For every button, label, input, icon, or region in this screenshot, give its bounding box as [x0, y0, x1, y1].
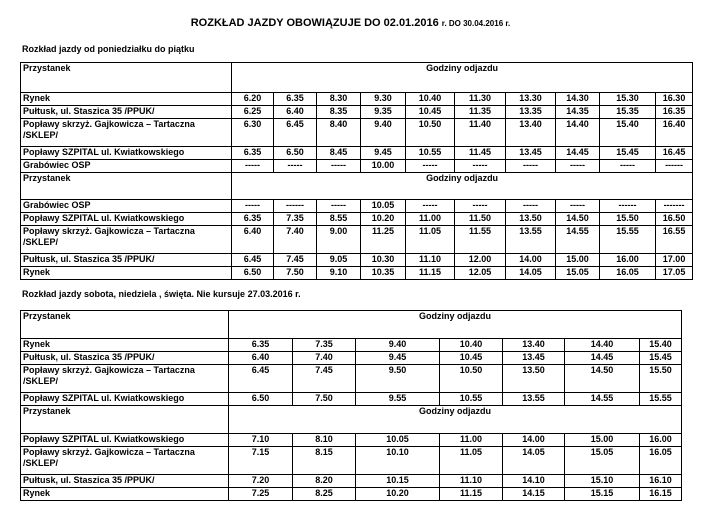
departure-time: 14.30 — [556, 93, 600, 106]
departure-time: 6.25 — [232, 106, 274, 119]
departure-time: ----- — [232, 160, 274, 173]
departure-time: 11.00 — [406, 213, 455, 226]
departure-time: 10.55 — [440, 393, 503, 406]
stop-name: Rynek — [21, 267, 232, 280]
departure-time: 11.40 — [455, 119, 506, 147]
outbound-row — [21, 339, 682, 352]
departure-time: ----- — [232, 200, 274, 213]
stop-name: Popławy SZPITAL ul. Kwiatkowskiego — [21, 147, 232, 160]
departure-time: 14.05 — [503, 447, 565, 475]
departure-time: 15.30 — [600, 93, 656, 106]
departure-time: 9.40 — [356, 339, 440, 352]
departure-time: 8.25 — [293, 488, 356, 501]
column-header-times: Godziny odjazdu — [229, 406, 682, 434]
departure-time: 10.05 — [356, 434, 440, 447]
departure-time: 14.15 — [503, 488, 565, 501]
outbound-header-row — [21, 63, 693, 93]
departure-time: 7.25 — [229, 488, 293, 501]
departure-time: 15.15 — [565, 488, 640, 501]
departure-time: ----- — [506, 160, 556, 173]
departure-time: ----- — [556, 200, 600, 213]
inbound-header-row — [21, 406, 682, 434]
departure-time: ----- — [317, 200, 361, 213]
weekday-caption: Rozkład jazdy od poniedziałku do piątku — [22, 44, 195, 54]
departure-time: 11.50 — [455, 213, 506, 226]
outbound-row — [21, 365, 682, 393]
departure-time: 15.45 — [600, 147, 656, 160]
departure-time: 14.55 — [556, 226, 600, 254]
departure-time: 11.15 — [406, 267, 455, 280]
departure-time: 6.30 — [232, 119, 274, 147]
departure-time: 16.55 — [656, 226, 693, 254]
inbound-row — [21, 475, 682, 488]
departure-time: 6.35 — [232, 147, 274, 160]
departure-time: 15.05 — [565, 447, 640, 475]
departure-time: 8.35 — [317, 106, 361, 119]
departure-time: 15.05 — [556, 267, 600, 280]
departure-time: 15.10 — [565, 475, 640, 488]
inbound-row — [21, 226, 693, 254]
departure-time: 9.50 — [356, 365, 440, 393]
stop-name: Rynek — [21, 488, 229, 501]
departure-time: 10.20 — [361, 213, 406, 226]
departure-time: 7.40 — [293, 352, 356, 365]
departure-time: 12.00 — [455, 254, 506, 267]
stop-name: Popławy skrzyż. Gajkowicza – Tartaczna /SKLEP/ — [21, 226, 232, 254]
departure-time: 9.05 — [317, 254, 361, 267]
departure-time: 12.05 — [455, 267, 506, 280]
departure-time: 14.50 — [565, 365, 640, 393]
column-header-stop: Przystanek — [21, 63, 232, 93]
departure-time: 10.50 — [440, 365, 503, 393]
departure-time: 7.35 — [293, 339, 356, 352]
title-main: ROZKŁAD JAZDY OBOWIĄZUJE DO 02.01.2016 — [190, 17, 439, 29]
stop-name: Grabówiec OSP — [21, 160, 232, 173]
column-header-times: Godziny odjazdu — [229, 311, 682, 339]
outbound-row — [21, 106, 693, 119]
stop-name: Pułtusk, ul. Staszica 35 /PPUK/ — [21, 254, 232, 267]
departure-time: 11.45 — [455, 147, 506, 160]
departure-time: 10.00 — [361, 160, 406, 173]
departure-time: 14.45 — [556, 147, 600, 160]
departure-time: 15.50 — [600, 213, 656, 226]
departure-time: 13.50 — [506, 213, 556, 226]
inbound-row — [21, 488, 682, 501]
departure-time: 8.55 — [317, 213, 361, 226]
departure-time: 15.00 — [565, 434, 640, 447]
departure-time: 10.15 — [356, 475, 440, 488]
stop-name: Popławy skrzyż. Gajkowicza – Tartaczna /SKLEP/ — [21, 365, 229, 393]
departure-time: 15.35 — [600, 106, 656, 119]
departure-time: ------ — [600, 200, 656, 213]
departure-time: 6.45 — [232, 254, 274, 267]
title-tail: r. DO 30.04.2016 r. — [441, 19, 511, 28]
outbound-row — [21, 160, 693, 173]
departure-time: ----- — [317, 160, 361, 173]
departure-time: 10.45 — [440, 352, 503, 365]
departure-time: 11.55 — [455, 226, 506, 254]
departure-time: 14.00 — [503, 434, 565, 447]
departure-time: 14.40 — [565, 339, 640, 352]
departure-time: 6.45 — [229, 365, 293, 393]
departure-time: ----- — [506, 200, 556, 213]
departure-time: 14.00 — [506, 254, 556, 267]
departure-time: 14.35 — [556, 106, 600, 119]
departure-time: ----- — [455, 160, 506, 173]
departure-time: 14.40 — [556, 119, 600, 147]
departure-time: 6.40 — [232, 226, 274, 254]
inbound-row — [21, 434, 682, 447]
departure-time: 6.50 — [274, 147, 317, 160]
departure-time: 13.40 — [503, 339, 565, 352]
departure-time: 6.40 — [229, 352, 293, 365]
column-header-times: Godziny odjazdu — [232, 173, 693, 200]
departure-time: 11.10 — [440, 475, 503, 488]
departure-time: 14.55 — [565, 393, 640, 406]
outbound-row — [21, 93, 693, 106]
departure-time: 16.05 — [600, 267, 656, 280]
departure-time: 10.30 — [361, 254, 406, 267]
departure-time: 7.40 — [274, 226, 317, 254]
column-header-times: Godziny odjazdu — [232, 63, 693, 93]
departure-time: 10.10 — [356, 447, 440, 475]
departure-time: 15.55 — [600, 226, 656, 254]
departure-time: 14.45 — [565, 352, 640, 365]
departure-time: 7.20 — [229, 475, 293, 488]
weekday-timetable — [20, 62, 693, 280]
departure-time: 7.45 — [274, 254, 317, 267]
stop-name: Popławy skrzyż. Gajkowicza – Tartaczna /SKLEP/ — [21, 119, 232, 147]
stop-name: Popławy SZPITAL ul. Kwiatkowskiego — [21, 434, 229, 447]
departure-time: 14.10 — [503, 475, 565, 488]
departure-time: 8.15 — [293, 447, 356, 475]
departure-time: 11.25 — [361, 226, 406, 254]
departure-time: 7.10 — [229, 434, 293, 447]
departure-time: 16.15 — [640, 488, 682, 501]
departure-time: 15.40 — [640, 339, 682, 352]
inbound-row — [21, 254, 693, 267]
outbound-row — [21, 147, 693, 160]
departure-time: 9.45 — [361, 147, 406, 160]
departure-time: 9.10 — [317, 267, 361, 280]
departure-time: 16.05 — [640, 447, 682, 475]
departure-time: ----- — [600, 160, 656, 173]
departure-time: 13.45 — [503, 352, 565, 365]
departure-time: 15.50 — [640, 365, 682, 393]
departure-time: ------ — [274, 200, 317, 213]
departure-time: 10.55 — [406, 147, 455, 160]
departure-time: 15.40 — [600, 119, 656, 147]
departure-time: 9.00 — [317, 226, 361, 254]
departure-time: 15.45 — [640, 352, 682, 365]
departure-time: 7.50 — [274, 267, 317, 280]
departure-time: 10.20 — [356, 488, 440, 501]
column-header-stop: Przystanek — [21, 311, 229, 339]
stop-name: Grabówiec OSP — [21, 200, 232, 213]
departure-time: 6.50 — [229, 393, 293, 406]
departure-time: ----- — [406, 160, 455, 173]
departure-time: 11.10 — [406, 254, 455, 267]
page-title — [0, 17, 701, 29]
departure-time: ------ — [656, 160, 693, 173]
departure-time: 7.45 — [293, 365, 356, 393]
departure-time: 16.40 — [656, 119, 693, 147]
departure-time: 13.35 — [506, 106, 556, 119]
departure-time: 11.15 — [440, 488, 503, 501]
stop-name: Pułtusk, ul. Staszica 35 /PPUK/ — [21, 475, 229, 488]
departure-time: 14.50 — [556, 213, 600, 226]
inbound-row — [21, 200, 693, 213]
weekend-caption: Rozkład jazdy sobota, niedziela , święta. Nie kursuje 27.03.2016 r. — [22, 289, 301, 299]
inbound-header-row — [21, 173, 693, 200]
departure-time: 11.35 — [455, 106, 506, 119]
departure-time: 16.45 — [656, 147, 693, 160]
departure-time: 6.45 — [274, 119, 317, 147]
inbound-row — [21, 213, 693, 226]
departure-time: ----- — [406, 200, 455, 213]
departure-time: 9.30 — [361, 93, 406, 106]
inbound-row — [21, 447, 682, 475]
departure-time: 17.00 — [656, 254, 693, 267]
outbound-row — [21, 352, 682, 365]
departure-time: 6.20 — [232, 93, 274, 106]
departure-time: 11.05 — [406, 226, 455, 254]
departure-time: 7.15 — [229, 447, 293, 475]
stop-name: Popławy skrzyż. Gajkowicza – Tartaczna /SKLEP/ — [21, 447, 229, 475]
inbound-row — [21, 267, 693, 280]
departure-time: 10.45 — [406, 106, 455, 119]
stop-name: Pułtusk, ul. Staszica 35 /PPUK/ — [21, 106, 232, 119]
departure-time: 16.00 — [640, 434, 682, 447]
departure-time: 10.05 — [361, 200, 406, 213]
departure-time: 6.35 — [229, 339, 293, 352]
departure-time: 10.40 — [406, 93, 455, 106]
stop-name: Pułtusk, ul. Staszica 35 /PPUK/ — [21, 352, 229, 365]
stop-name: Rynek — [21, 339, 229, 352]
departure-time: 11.30 — [455, 93, 506, 106]
weekend-timetable — [20, 310, 682, 501]
departure-time: 9.35 — [361, 106, 406, 119]
departure-time: 8.45 — [317, 147, 361, 160]
departure-time: 15.55 — [640, 393, 682, 406]
departure-time: 16.10 — [640, 475, 682, 488]
departure-time: 6.40 — [274, 106, 317, 119]
stop-name: Popławy SZPITAL ul. Kwiatkowskiego — [21, 393, 229, 406]
departure-time: 10.35 — [361, 267, 406, 280]
departure-time: ----- — [274, 160, 317, 173]
outbound-row — [21, 393, 682, 406]
departure-time: 13.50 — [503, 365, 565, 393]
departure-time: ----- — [455, 200, 506, 213]
departure-time: ------- — [656, 200, 693, 213]
outbound-header-row — [21, 311, 682, 339]
departure-time: 10.50 — [406, 119, 455, 147]
departure-time: 13.55 — [506, 226, 556, 254]
departure-time: 16.35 — [656, 106, 693, 119]
departure-time: 13.55 — [503, 393, 565, 406]
departure-time: 9.55 — [356, 393, 440, 406]
departure-time: 16.50 — [656, 213, 693, 226]
departure-time: 13.45 — [506, 147, 556, 160]
departure-time: 8.20 — [293, 475, 356, 488]
departure-time: 13.40 — [506, 119, 556, 147]
departure-time: 8.40 — [317, 119, 361, 147]
departure-time: 14.05 — [506, 267, 556, 280]
departure-time: 10.40 — [440, 339, 503, 352]
departure-time: 11.00 — [440, 434, 503, 447]
column-header-stop: Przystanek — [21, 406, 229, 434]
column-header-stop: Przystanek — [21, 173, 232, 200]
departure-time: 6.50 — [232, 267, 274, 280]
departure-time: 9.40 — [361, 119, 406, 147]
departure-time: 17.05 — [656, 267, 693, 280]
departure-time: 16.30 — [656, 93, 693, 106]
departure-time: 6.35 — [232, 213, 274, 226]
departure-time: 7.50 — [293, 393, 356, 406]
departure-time: 9.45 — [356, 352, 440, 365]
departure-time: 8.30 — [317, 93, 361, 106]
stop-name: Popławy SZPITAL ul. Kwiatkowskiego — [21, 213, 232, 226]
departure-time: 16.00 — [600, 254, 656, 267]
departure-time: 6.35 — [274, 93, 317, 106]
departure-time: 11.05 — [440, 447, 503, 475]
stop-name: Rynek — [21, 93, 232, 106]
departure-time: 13.30 — [506, 93, 556, 106]
departure-time: 7.35 — [274, 213, 317, 226]
departure-time: 8.10 — [293, 434, 356, 447]
departure-time: ----- — [556, 160, 600, 173]
departure-time: 15.00 — [556, 254, 600, 267]
outbound-row — [21, 119, 693, 147]
